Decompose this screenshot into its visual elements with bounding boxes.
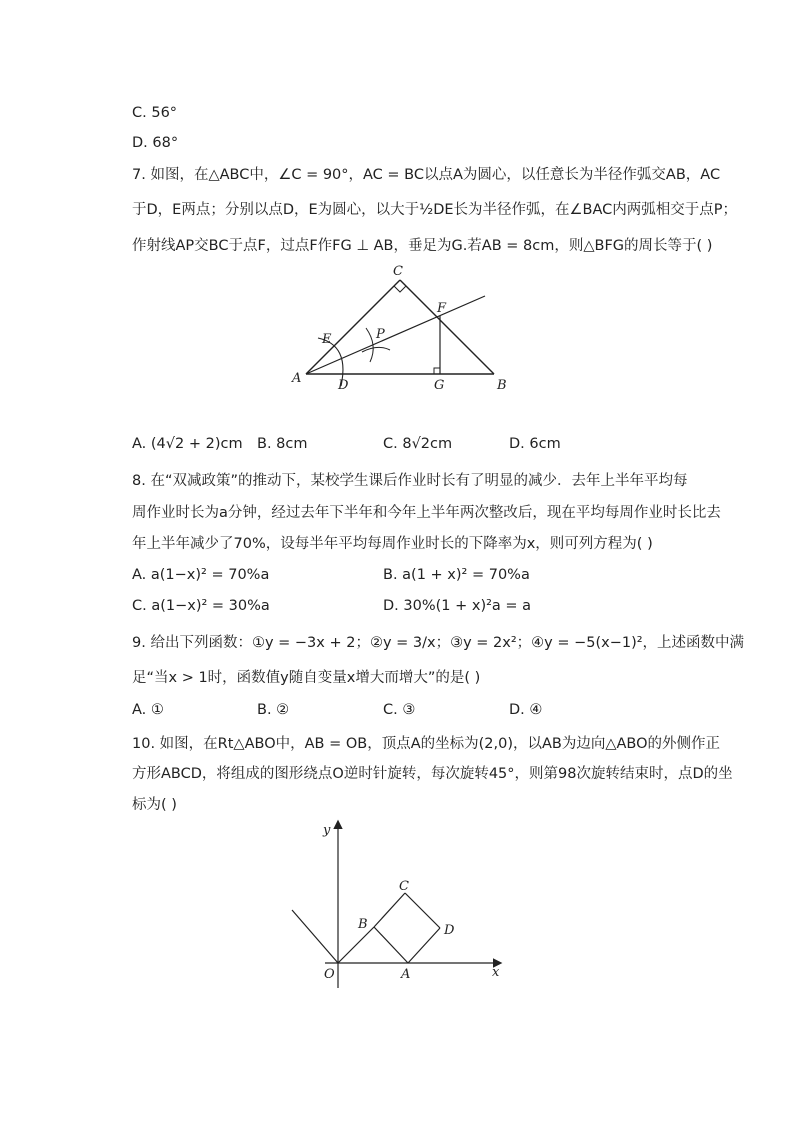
q10-label-a: A <box>401 967 411 982</box>
q9-stem-line2: 足“当x > 1时，函数值y随自变量x增大而增大”的是( ) <box>132 670 481 686</box>
q8-option-b: B. a(1 + x)² = 70%a <box>383 567 530 583</box>
q7-label-g: G <box>434 378 445 393</box>
q8-stem-line2: 周作业时长为a分钟，经过去年下半年和今年上半年两次整改后，现在平均每周作业时长比去 <box>132 505 721 521</box>
q7-label-p: P <box>376 327 385 342</box>
q10-label-x: x <box>492 965 500 980</box>
q7-label-c: C <box>393 264 403 279</box>
q7-label-b: B <box>497 378 507 393</box>
q7-label-f: F <box>437 301 447 316</box>
q10-label-b: B <box>358 917 368 932</box>
q8-stem-line3: 年上半年减少了70%，设每半年平均每周作业时长的下降率为x，则可列方程为( ) <box>132 536 653 552</box>
q7-label-e: E <box>322 332 332 347</box>
q9-stem-line1: 9. 给出下列函数：①y = −3x + 2；②y = 3/x；③y = 2x²；④y = −5(x−1)²，上述函数中满 <box>132 635 745 651</box>
q7-option-a: A. (4√2 + 2)cm <box>132 436 243 452</box>
q9-option-b: B. ② <box>257 702 290 718</box>
q7-stem-line3: 作射线AP交BC于点F，过点F作FG ⊥ AB，垂足为G.若AB = 8cm，则△BFG的周长等于( ) <box>132 238 713 254</box>
q7-option-d: D. 6cm <box>509 436 561 452</box>
q9-option-a: A. ① <box>132 702 164 718</box>
q7-option-b: B. 8cm <box>257 436 308 452</box>
q10-stem-line1: 10. 如图，在Rt△ABO中，AB = OB，顶点A的坐标为(2,0)，以AB为边向△ABO的外侧作正 <box>132 736 721 752</box>
q8-option-a: A. a(1−x)² = 70%a <box>132 567 270 583</box>
q7-stem-line2: 于D，E两点；分别以点D，E为圆心，以大于½DE长为半径作弧，在∠BAC内两弧相交于点P； <box>132 202 738 218</box>
q7-label-a: A <box>292 371 302 386</box>
q8-stem-line1: 8. 在“双减政策”的推动下，某校学生课后作业时长有了明显的减少．去年上半年平均每 <box>132 473 688 489</box>
q6-option-c: C. 56° <box>132 105 178 121</box>
q7-option-c: C. 8√2cm <box>383 436 453 452</box>
q9-option-d: D. ④ <box>509 702 543 718</box>
q10-stem-line2: 方形ABCD，将组成的图形绕点O逆时针旋转，每次旋转45°，则第98次旋转结束时，点D的坐 <box>132 766 733 782</box>
q10-label-c: C <box>399 879 409 894</box>
q8-option-c: C. a(1−x)² = 30%a <box>132 598 270 614</box>
q10-label-d: D <box>444 923 455 938</box>
q7-stem-line1: 7. 如图，在△ABC中，∠C = 90°，AC = BC以点A为圆心，以任意长为半径作弧交AB，AC <box>132 167 721 183</box>
q9-option-c: C. ③ <box>383 702 416 718</box>
q10-label-o: O <box>324 967 335 982</box>
q10-stem-line3: 标为( ) <box>132 797 177 813</box>
q10-label-y: y <box>323 823 331 838</box>
q8-option-d: D. 30%(1 + x)²a = a <box>383 598 532 614</box>
q6-option-d: D. 68° <box>132 135 179 151</box>
q7-label-d: D <box>338 378 349 393</box>
